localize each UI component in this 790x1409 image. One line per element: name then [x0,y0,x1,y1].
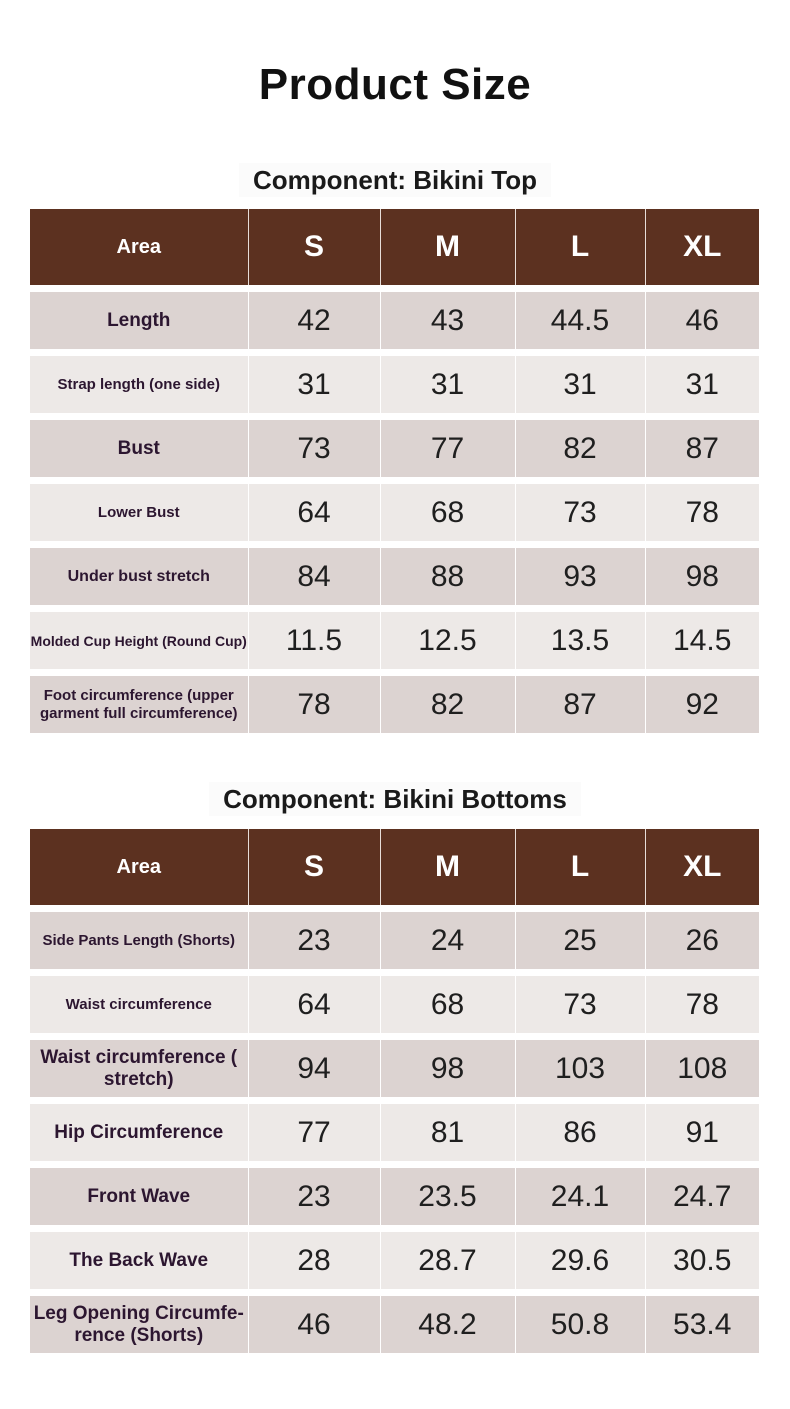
size-header-m: M [380,829,515,909]
table-row [30,909,759,973]
size-value: 82 [380,673,515,734]
size-value: 50.8 [515,1293,645,1354]
table-row [30,673,759,734]
area-label: Side Pants Length (Shorts) [30,909,248,973]
table-row [30,1101,759,1165]
size-value: 24.7 [645,1165,759,1229]
section-heading: Component: Bikini Bottoms [209,782,581,816]
size-value: 103 [515,1037,645,1101]
size-value: 91 [645,1101,759,1165]
size-value: 77 [248,1101,380,1165]
area-label: Length [30,289,248,353]
table-row [30,289,759,353]
size-value: 46 [645,289,759,353]
section-title-bikini-bottoms [0,784,790,815]
size-value: 88 [380,545,515,609]
size-value: 78 [248,673,380,734]
area-label: Under bust stretch [30,545,248,609]
size-value: 43 [380,289,515,353]
area-label: Bust [30,417,248,481]
size-value: 29.6 [515,1229,645,1293]
size-value: 87 [515,673,645,734]
size-value: 81 [380,1101,515,1165]
size-value: 23 [248,909,380,973]
size-value: 87 [645,417,759,481]
table-row [30,417,759,481]
size-value: 31 [248,353,380,417]
size-value: 78 [645,973,759,1037]
size-value: 98 [380,1037,515,1101]
size-value: 48.2 [380,1293,515,1354]
size-value: 108 [645,1037,759,1101]
size-value: 94 [248,1037,380,1101]
size-value: 53.4 [645,1293,759,1354]
table-row [30,545,759,609]
size-value: 31 [380,353,515,417]
size-value: 46 [248,1293,380,1354]
area-label: Foot circumference (upper garment full circumference) [30,673,248,734]
size-value: 73 [515,973,645,1037]
size-header-l: L [515,829,645,909]
bikini-bottoms-size-table [30,829,759,1353]
size-value: 28.7 [380,1229,515,1293]
size-value: 93 [515,545,645,609]
page-title: Product Size [258,60,532,109]
size-value: 78 [645,481,759,545]
size-value: 24.1 [515,1165,645,1229]
size-header-s: S [248,209,380,289]
area-label: Front Wave [30,1165,248,1229]
section-title-bikini-top [0,165,790,196]
table-row [30,973,759,1037]
size-header-m: M [380,209,515,289]
size-value: 84 [248,545,380,609]
size-value: 44.5 [515,289,645,353]
bikini-top-size-table [30,209,759,733]
size-header-xl: XL [645,209,759,289]
size-value: 31 [515,353,645,417]
area-label: Molded Cup Height (Round Cup) [30,609,248,673]
table-row [30,609,759,673]
size-value: 30.5 [645,1229,759,1293]
area-label: Hip Circumference [30,1101,248,1165]
size-value: 98 [645,545,759,609]
size-value: 13.5 [515,609,645,673]
table-header-row [30,829,759,909]
size-value: 64 [248,481,380,545]
table-row [30,1037,759,1101]
size-value: 28 [248,1229,380,1293]
table-row [30,481,759,545]
table-row [30,1165,759,1229]
size-value: 25 [515,909,645,973]
section-heading: Component: Bikini Top [239,163,551,197]
size-value: 68 [380,481,515,545]
size-value: 92 [645,673,759,734]
table-header-row [30,209,759,289]
area-label: Lower Bust [30,481,248,545]
size-value: 23.5 [380,1165,515,1229]
area-header: Area [30,209,248,289]
size-value: 42 [248,289,380,353]
size-value: 11.5 [248,609,380,673]
area-label: Leg Opening Circumfe- rence (Shorts) [30,1293,248,1354]
size-value: 26 [645,909,759,973]
size-value: 86 [515,1101,645,1165]
size-value: 68 [380,973,515,1037]
area-label: The Back Wave [30,1229,248,1293]
size-value: 73 [515,481,645,545]
table-row [30,353,759,417]
area-label: Waist circumference ( stretch) [30,1037,248,1101]
size-value: 23 [248,1165,380,1229]
size-value: 12.5 [380,609,515,673]
area-label: Waist circumference [30,973,248,1037]
size-value: 31 [645,353,759,417]
size-value: 14.5 [645,609,759,673]
area-header: Area [30,829,248,909]
size-value: 24 [380,909,515,973]
size-value: 73 [248,417,380,481]
size-value: 82 [515,417,645,481]
size-header-l: L [515,209,645,289]
area-label: Strap length (one side) [30,353,248,417]
table-row [30,1293,759,1354]
size-value: 64 [248,973,380,1037]
size-header-s: S [248,829,380,909]
size-value: 77 [380,417,515,481]
size-header-xl: XL [645,829,759,909]
table-row [30,1229,759,1293]
